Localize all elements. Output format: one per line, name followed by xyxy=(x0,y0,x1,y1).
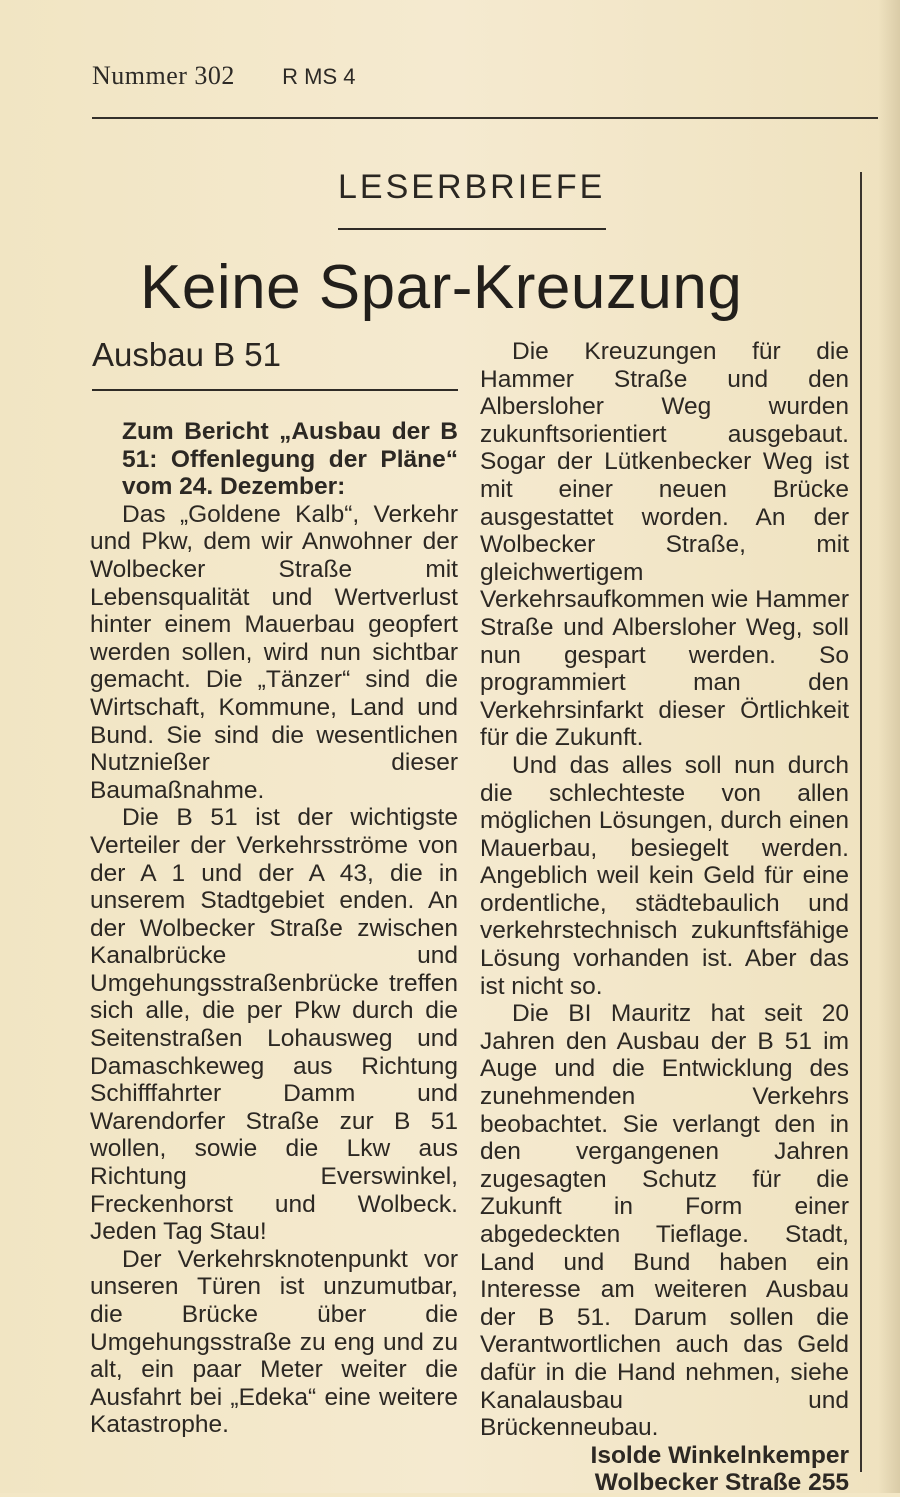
section-title: LESERBRIEFE xyxy=(338,168,606,206)
issue-number: Nummer 302 xyxy=(92,61,235,90)
column-border xyxy=(860,172,862,1472)
subheadline-underline xyxy=(92,389,458,391)
article-paragraph: Die B 51 ist der wichtigste Verteiler der Verkehrsströme von der A 1 und der A 43, die in unserem Stadtgebiet enden. An der Wolbecker Straße zwischen Kanalbrücke und Umgehungsstraßenbrücke treffen sich alle, die per Pkw durch die Seitenstraßen Lohausweg und Damaschkeweg aus Richtung Schifffahrter Damm und Warendorfer Straße zur B 51 wollen, sowie die Lkw aus Richtung Everswinkel, Freckenhorst und Wolbeck. Jeden Tag Stau! xyxy=(90,804,458,1246)
headline: Keine Spar-Kreuzung xyxy=(140,253,743,322)
subheadline: Ausbau B 51 xyxy=(92,336,281,373)
article-column-left xyxy=(90,418,458,1439)
edition-code: R MS 4 xyxy=(282,64,356,89)
article-paragraph: Die Kreuzungen für die Hammer Straße und den Albersloher Weg wurden zukunftsorientiert ausgebaut. Sogar der Lütkenbecker Weg ist mit einer neuen Brücke ausgestattet worden. An der Wolbecker Straße, mit gleichwertigem Verkehrsaufkommen wie Hammer Straße und Albersloher Weg, soll nun gespart werden. So programmiert man den Verkehrsinfarkt dieser Örtlichkeit für die Zukunft. xyxy=(480,338,849,752)
article-paragraph: Die BI Mauritz hat seit 20 Jahren den Ausbau der B 51 im Auge und die Entwicklung des zunehmenden Verkehrs beobachtet. Sie verlangt den in den vergangenen Jahren zugesagten Schutz für die Zukunft in Form einer abgedeckten Tieflage. Stadt, Land und Bund haben ein Interesse am weiteren Ausbau der B 51. Darum sollen die Verantwortlichen auch das Geld dafür in die Hand nehmen, siehe Kanalausbau und Brückenneubau. xyxy=(480,1000,849,1442)
article-lead: Zum Bericht „Ausbau der B 51: Offenlegung der Pläne“ vom 24. Dezember: xyxy=(122,418,458,501)
article-column-right xyxy=(480,338,849,1497)
author-address: Wolbecker Straße 255 xyxy=(594,1469,849,1497)
paper-edge-shadow xyxy=(878,0,900,1493)
article-paragraph: Der Verkehrsknotenpunkt vor unseren Türen ist unzumutbar, die Brücke über die Umgehungsstraße zu eng und zu alt, ein paar Meter weiter die Ausfahrt bei „Edeka“ eine weitere Katastrophe. xyxy=(90,1245,458,1439)
section-title-underline xyxy=(338,228,606,230)
article-paragraph: Das „Goldene Kalb“, Verkehr und Pkw, dem wir Anwohner der Wolbecker Straße mit Lebensqualität und Wertverlust hinter einem Mauerbau geopfert werden sollen, wird nun sichtbar gemacht. Die „Tänzer“ sind die Wirtschaft, Kommune, Land und Bund. Sie sind die wesentlichen Nutznießer dieser Baumaßnahme. xyxy=(90,500,458,804)
article-paragraph: Und das alles soll nun durch die schlechteste von allen möglichen Lösungen, durch einen Mauerbau, besiegelt werden. Angeblich weil kein Geld für eine ordentliche, städtebaulich und verkehrstechnisch zukunftsfähige Lösung vorhanden ist. Aber das ist nicht so. xyxy=(480,751,849,1000)
header-divider xyxy=(92,117,878,119)
author-name: Isolde Winkelnkemper xyxy=(590,1441,849,1469)
page-header xyxy=(92,60,356,91)
